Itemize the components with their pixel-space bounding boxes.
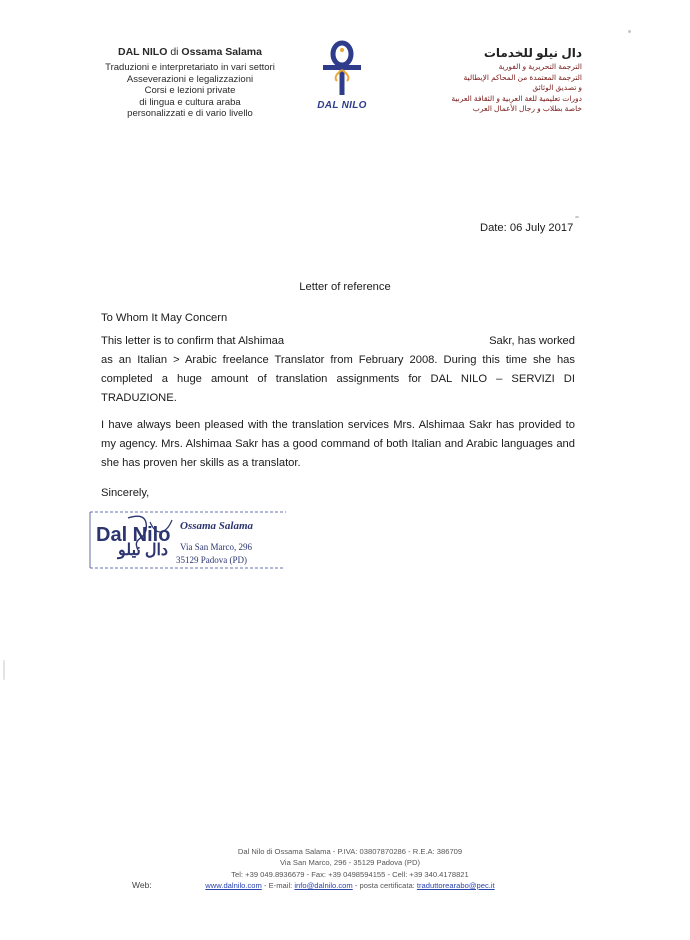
footer-company-line: Dal Nilo di Ossama Salama - P.IVA: 03807870286 - R.E.A: 386709 xyxy=(237,847,463,856)
letter-footer xyxy=(110,846,590,891)
web-label: Web: xyxy=(132,880,152,890)
letter-date: Date: 06 July 2017 xyxy=(480,222,574,234)
letterhead-left xyxy=(70,46,310,120)
service-line: Corsi e lezioni private xyxy=(144,85,236,96)
paragraph-evaluation: I have always been pleased with the translation services Mrs. Alshimaa Sakr has provided to my agency. Mrs. Alshimaa Sakr has a good command of both Italian and Arabic languages and she has proven her skills as a translator. xyxy=(101,419,575,469)
footer-address-line: Via San Marco, 296 - 35129 Padova (PD) xyxy=(279,858,420,868)
website-link[interactable]: www.dalnilo.com xyxy=(205,880,262,890)
stamp-logo: Dal Nilo xyxy=(96,524,171,546)
letter-subject: Letter of reference xyxy=(299,281,391,293)
owner-name: Ossama Salama xyxy=(181,46,262,58)
arabic-service-line: خاصة بطلاب و رجال الأعمال العرب xyxy=(472,104,582,113)
footer-contacts-line xyxy=(110,880,590,891)
arabic-service-line: دورات تعليمية للغة العربية و الثقافة العربية xyxy=(451,93,582,103)
ankh-icon xyxy=(306,40,378,100)
company-name xyxy=(70,46,310,58)
service-line: Traduzioni e interpretariato in vari settori xyxy=(105,62,275,73)
stamp-address2: 35129 Padova (PD) xyxy=(176,555,247,565)
company-di-text: di xyxy=(170,46,179,58)
email-label: - E-mail: xyxy=(261,880,295,890)
paragraph-confirmation xyxy=(101,332,575,408)
pec-link[interactable]: traduttorearabo@pec.it xyxy=(416,880,495,890)
service-line: personalizzati e di vario livello xyxy=(127,108,253,119)
arabic-service-line: و تصديق الوثائق xyxy=(532,83,582,92)
paragraph-confirmation-rest: Sakr, has worked as an Italian > Arabic freelance Translator from February 2008. During this time she has completed a huge amount of translation assignments for DAL NILO – SERVIZI DI TRADUZIONE. xyxy=(101,335,576,404)
email-link[interactable]: info@dalnilo.com xyxy=(294,880,353,890)
scan-speck xyxy=(628,30,631,33)
stamp-name: Ossama Salama xyxy=(180,520,254,532)
arabic-service-line: الترجمة المعتمدة من المحاكم الإيطالية xyxy=(463,72,582,82)
letterhead-right xyxy=(392,46,582,115)
scan-speck xyxy=(575,216,579,218)
service-line: di lingua e cultura araba xyxy=(139,96,241,108)
salutation: To Whom It May Concern xyxy=(101,312,228,324)
company-stamp xyxy=(88,510,288,576)
closing: Sincerely, xyxy=(101,487,150,499)
paragraph-confirmation-start: This letter is to confirm that Alshimaa xyxy=(101,335,285,347)
company-logo xyxy=(306,40,378,116)
arabic-title: دال نيلو للخدمات xyxy=(483,46,582,60)
stamp-arabic-logo: دال نيلو xyxy=(118,542,169,559)
logo-text: DAL NILO xyxy=(317,100,367,111)
company-name-text: DAL NILO xyxy=(118,46,168,58)
scan-speck xyxy=(3,660,5,680)
stamp-address1: Via San Marco, 296 xyxy=(180,542,252,552)
arabic-service-line: الترجمة التحريرية و الفورية xyxy=(498,62,582,71)
service-line: Asseverazioni e legalizzazioni xyxy=(126,73,254,85)
footer-phone-line: Tel: +39 049.8936679 - Fax: +39 0498594155 - Cell: +39 340.4178821 xyxy=(231,869,469,879)
pec-label: - posta certificata: xyxy=(352,880,417,890)
